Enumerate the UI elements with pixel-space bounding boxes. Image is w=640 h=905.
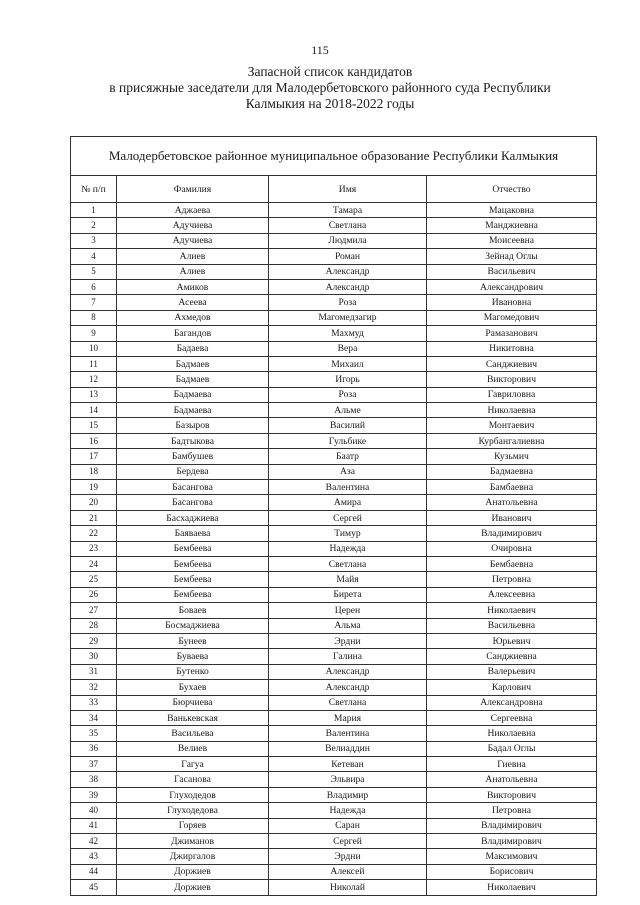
row-number: 28 bbox=[71, 618, 117, 633]
table-row bbox=[71, 664, 597, 679]
header-surname: Фамилия bbox=[117, 176, 269, 203]
surname-cell: Доржиев bbox=[117, 880, 269, 895]
name-cell: Надежда bbox=[269, 803, 427, 818]
table-row bbox=[71, 372, 597, 387]
name-cell: Александр bbox=[269, 680, 427, 695]
table-row bbox=[71, 726, 597, 741]
table-row bbox=[71, 864, 597, 879]
surname-cell: Джиманов bbox=[117, 834, 269, 849]
table-row bbox=[71, 803, 597, 818]
table-row bbox=[71, 403, 597, 418]
header-patronymic: Отчество bbox=[427, 176, 597, 203]
patronymic-cell: Никитовна bbox=[427, 341, 597, 356]
name-cell: Мария bbox=[269, 710, 427, 725]
name-cell: Светлана bbox=[269, 218, 427, 233]
surname-cell: Бембеева bbox=[117, 556, 269, 571]
name-cell: Галина bbox=[269, 649, 427, 664]
patronymic-cell: Николаевич bbox=[427, 880, 597, 895]
row-number: 33 bbox=[71, 695, 117, 710]
row-number: 30 bbox=[71, 649, 117, 664]
name-cell: Светлана bbox=[269, 556, 427, 571]
name-cell: Роман bbox=[269, 249, 427, 264]
row-number: 19 bbox=[71, 480, 117, 495]
row-number: 13 bbox=[71, 387, 117, 402]
surname-cell: Бадмаев bbox=[117, 372, 269, 387]
patronymic-cell: Манджиевна bbox=[427, 218, 597, 233]
patronymic-cell: Владимирович bbox=[427, 834, 597, 849]
table-row bbox=[71, 433, 597, 448]
table-row bbox=[71, 572, 597, 587]
row-number: 40 bbox=[71, 803, 117, 818]
patronymic-cell: Гиевна bbox=[427, 757, 597, 772]
name-cell: Велиаддин bbox=[269, 741, 427, 756]
surname-cell: Бадтыкова bbox=[117, 433, 269, 448]
name-cell: Александр bbox=[269, 664, 427, 679]
candidates-table-wrap bbox=[70, 136, 596, 896]
row-number: 7 bbox=[71, 295, 117, 310]
surname-cell: Глуходедов bbox=[117, 787, 269, 802]
table-row bbox=[71, 587, 597, 602]
name-cell: Эрдни bbox=[269, 849, 427, 864]
table-row bbox=[71, 849, 597, 864]
row-number: 18 bbox=[71, 464, 117, 479]
name-cell: Сергей bbox=[269, 834, 427, 849]
surname-cell: Васильева bbox=[117, 726, 269, 741]
patronymic-cell: Владимирович bbox=[427, 818, 597, 833]
page-number: 115 bbox=[311, 43, 329, 57]
name-cell: Михаил bbox=[269, 356, 427, 371]
surname-cell: Адучиева bbox=[117, 218, 269, 233]
patronymic-cell: Моисеевна bbox=[427, 233, 597, 248]
surname-cell: Алиев bbox=[117, 249, 269, 264]
surname-cell: Багандов bbox=[117, 326, 269, 341]
row-number: 11 bbox=[71, 356, 117, 371]
table-row bbox=[71, 310, 597, 325]
table-row bbox=[71, 633, 597, 648]
patronymic-cell: Сергеевна bbox=[427, 710, 597, 725]
surname-cell: Баяваева bbox=[117, 526, 269, 541]
name-cell: Валентина bbox=[269, 726, 427, 741]
table-row bbox=[71, 203, 597, 218]
surname-cell: Бердева bbox=[117, 464, 269, 479]
row-number: 12 bbox=[71, 372, 117, 387]
surname-cell: Глуходедова bbox=[117, 803, 269, 818]
surname-cell: Бутенко bbox=[117, 664, 269, 679]
patronymic-cell: Анатольевна bbox=[427, 772, 597, 787]
patronymic-cell: Николаевна bbox=[427, 403, 597, 418]
name-cell: Магомедзагир bbox=[269, 310, 427, 325]
surname-cell: Бембеева bbox=[117, 587, 269, 602]
table-row bbox=[71, 787, 597, 802]
table-row bbox=[71, 510, 597, 525]
name-cell: Амира bbox=[269, 495, 427, 510]
row-number: 32 bbox=[71, 680, 117, 695]
patronymic-cell: Магомедович bbox=[427, 310, 597, 325]
table-row bbox=[71, 880, 597, 895]
table-row bbox=[71, 418, 597, 433]
row-number: 31 bbox=[71, 664, 117, 679]
patronymic-cell: Петровна bbox=[427, 572, 597, 587]
table-row bbox=[71, 680, 597, 695]
surname-cell: Асеева bbox=[117, 295, 269, 310]
patronymic-cell: Викторович bbox=[427, 372, 597, 387]
surname-cell: Басангова bbox=[117, 480, 269, 495]
patronymic-cell: Анатольевна bbox=[427, 495, 597, 510]
name-cell: Саран bbox=[269, 818, 427, 833]
name-cell: Тамара bbox=[269, 203, 427, 218]
patronymic-cell: Бадал Оглы bbox=[427, 741, 597, 756]
row-number: 36 bbox=[71, 741, 117, 756]
table-row bbox=[71, 618, 597, 633]
row-number: 29 bbox=[71, 633, 117, 648]
patronymic-cell: Бадмаевна bbox=[427, 464, 597, 479]
title-line-2: в присяжные заседатели для Малодербетовского районного суда Республики bbox=[109, 80, 551, 95]
surname-cell: Бамбушев bbox=[117, 449, 269, 464]
patronymic-cell: Борисович bbox=[427, 864, 597, 879]
row-number: 21 bbox=[71, 510, 117, 525]
surname-cell: Бадмаева bbox=[117, 387, 269, 402]
row-number: 20 bbox=[71, 495, 117, 510]
column-headers bbox=[71, 176, 597, 203]
surname-cell: Бембеева bbox=[117, 541, 269, 556]
row-number: 14 bbox=[71, 403, 117, 418]
row-number: 3 bbox=[71, 233, 117, 248]
name-cell: Светлана bbox=[269, 695, 427, 710]
patronymic-cell: Юрьевич bbox=[427, 633, 597, 648]
patronymic-cell: Монтаевич bbox=[427, 418, 597, 433]
table-row bbox=[71, 387, 597, 402]
row-number: 27 bbox=[71, 603, 117, 618]
surname-cell: Босмаджиева bbox=[117, 618, 269, 633]
surname-cell: Гагуа bbox=[117, 757, 269, 772]
table-row bbox=[71, 556, 597, 571]
patronymic-cell: Валерьевич bbox=[427, 664, 597, 679]
patronymic-cell: Николаевна bbox=[427, 726, 597, 741]
region-header: Малодербетовское районное муниципальное образование Республики Калмыкия bbox=[71, 137, 597, 176]
row-number: 16 bbox=[71, 433, 117, 448]
name-cell: Бирета bbox=[269, 587, 427, 602]
patronymic-cell: Санджиевна bbox=[427, 649, 597, 664]
surname-cell: Буваева bbox=[117, 649, 269, 664]
surname-cell: Алиев bbox=[117, 264, 269, 279]
patronymic-cell: Александровна bbox=[427, 695, 597, 710]
name-cell: Александр bbox=[269, 264, 427, 279]
patronymic-cell: Карлович bbox=[427, 680, 597, 695]
row-number: 24 bbox=[71, 556, 117, 571]
patronymic-cell: Васильевна bbox=[427, 618, 597, 633]
table-row bbox=[71, 710, 597, 725]
name-cell: Александр bbox=[269, 279, 427, 294]
patronymic-cell: Николаевич bbox=[427, 603, 597, 618]
surname-cell: Бадмаева bbox=[117, 403, 269, 418]
title-line-1: Запасной список кандидатов bbox=[247, 64, 413, 79]
table-row bbox=[71, 341, 597, 356]
row-number: 39 bbox=[71, 787, 117, 802]
name-cell: Церен bbox=[269, 603, 427, 618]
patronymic-cell: Очировна bbox=[427, 541, 597, 556]
table-row bbox=[71, 326, 597, 341]
table-row bbox=[71, 757, 597, 772]
surname-cell: Бембеева bbox=[117, 572, 269, 587]
patronymic-cell: Бембаевна bbox=[427, 556, 597, 571]
header-number: № п/п bbox=[71, 176, 117, 203]
name-cell: Роза bbox=[269, 387, 427, 402]
patronymic-cell: Мацаковна bbox=[427, 203, 597, 218]
patronymic-cell: Кузьмич bbox=[427, 449, 597, 464]
row-number: 6 bbox=[71, 279, 117, 294]
name-cell: Майя bbox=[269, 572, 427, 587]
table-row bbox=[71, 818, 597, 833]
table-row bbox=[71, 449, 597, 464]
row-number: 22 bbox=[71, 526, 117, 541]
table-row bbox=[71, 695, 597, 710]
patronymic-cell: Викторович bbox=[427, 787, 597, 802]
surname-cell: Бухаев bbox=[117, 680, 269, 695]
table-row bbox=[71, 649, 597, 664]
patronymic-cell: Алексеевна bbox=[427, 587, 597, 602]
table-row bbox=[71, 772, 597, 787]
patronymic-cell: Гавриловна bbox=[427, 387, 597, 402]
header-name: Имя bbox=[269, 176, 427, 203]
surname-cell: Амиков bbox=[117, 279, 269, 294]
name-cell: Альма bbox=[269, 618, 427, 633]
table-row bbox=[71, 741, 597, 756]
name-cell: Махмуд bbox=[269, 326, 427, 341]
patronymic-cell: Максимович bbox=[427, 849, 597, 864]
row-number: 35 bbox=[71, 726, 117, 741]
name-cell: Баатр bbox=[269, 449, 427, 464]
surname-cell: Ванькевская bbox=[117, 710, 269, 725]
surname-cell: Горяев bbox=[117, 818, 269, 833]
surname-cell: Басангова bbox=[117, 495, 269, 510]
table-row bbox=[71, 264, 597, 279]
name-cell: Сергей bbox=[269, 510, 427, 525]
table-row bbox=[71, 279, 597, 294]
name-cell: Людмила bbox=[269, 233, 427, 248]
name-cell: Эльвира bbox=[269, 772, 427, 787]
patronymic-cell: Иванович bbox=[427, 510, 597, 525]
row-number: 26 bbox=[71, 587, 117, 602]
row-number: 15 bbox=[71, 418, 117, 433]
row-number: 2 bbox=[71, 218, 117, 233]
surname-cell: Доржиев bbox=[117, 864, 269, 879]
table-row bbox=[71, 834, 597, 849]
surname-cell: Бадаева bbox=[117, 341, 269, 356]
name-cell: Гульбике bbox=[269, 433, 427, 448]
patronymic-cell: Васильевич bbox=[427, 264, 597, 279]
row-number: 41 bbox=[71, 818, 117, 833]
row-number: 42 bbox=[71, 834, 117, 849]
table-row bbox=[71, 603, 597, 618]
row-number: 10 bbox=[71, 341, 117, 356]
surname-cell: Гасанова bbox=[117, 772, 269, 787]
row-number: 34 bbox=[71, 710, 117, 725]
table-row bbox=[71, 233, 597, 248]
name-cell: Вера bbox=[269, 341, 427, 356]
candidates-table bbox=[70, 136, 597, 896]
row-number: 5 bbox=[71, 264, 117, 279]
patronymic-cell: Курбангалиевна bbox=[427, 433, 597, 448]
title-line-3: Калмыкия на 2018-2022 годы bbox=[245, 96, 415, 111]
name-cell: Альме bbox=[269, 403, 427, 418]
surname-cell: Джиргалов bbox=[117, 849, 269, 864]
name-cell: Роза bbox=[269, 295, 427, 310]
table-row bbox=[71, 480, 597, 495]
patronymic-cell: Ивановна bbox=[427, 295, 597, 310]
surname-cell: Ахмедов bbox=[117, 310, 269, 325]
name-cell: Тимур bbox=[269, 526, 427, 541]
patronymic-cell: Санджиевич bbox=[427, 356, 597, 371]
row-number: 1 bbox=[71, 203, 117, 218]
table-row bbox=[71, 495, 597, 510]
row-number: 8 bbox=[71, 310, 117, 325]
row-number: 25 bbox=[71, 572, 117, 587]
patronymic-cell: Александрович bbox=[427, 279, 597, 294]
name-cell: Кетеван bbox=[269, 757, 427, 772]
surname-cell: Бюрчиева bbox=[117, 695, 269, 710]
surname-cell: Велиев bbox=[117, 741, 269, 756]
patronymic-cell: Бамбаевна bbox=[427, 480, 597, 495]
patronymic-cell: Владимирович bbox=[427, 526, 597, 541]
row-number: 37 bbox=[71, 757, 117, 772]
name-cell: Валентина bbox=[269, 480, 427, 495]
name-cell: Алексей bbox=[269, 864, 427, 879]
document-title bbox=[60, 64, 600, 112]
row-number: 38 bbox=[71, 772, 117, 787]
patronymic-cell: Зейнад Оглы bbox=[427, 249, 597, 264]
row-number: 43 bbox=[71, 849, 117, 864]
row-number: 23 bbox=[71, 541, 117, 556]
patronymic-cell: Петровна bbox=[427, 803, 597, 818]
surname-cell: Адучиева bbox=[117, 233, 269, 248]
name-cell: Николай bbox=[269, 880, 427, 895]
patronymic-cell: Рамазанович bbox=[427, 326, 597, 341]
row-number: 45 bbox=[71, 880, 117, 895]
surname-cell: Базыров bbox=[117, 418, 269, 433]
surname-cell: Бунеев bbox=[117, 633, 269, 648]
table-row bbox=[71, 541, 597, 556]
name-cell: Надежда bbox=[269, 541, 427, 556]
row-number: 9 bbox=[71, 326, 117, 341]
name-cell: Владимир bbox=[269, 787, 427, 802]
surname-cell: Басхаджиева bbox=[117, 510, 269, 525]
name-cell: Эрдни bbox=[269, 633, 427, 648]
table-row bbox=[71, 526, 597, 541]
name-cell: Аза bbox=[269, 464, 427, 479]
row-number: 17 bbox=[71, 449, 117, 464]
row-number: 44 bbox=[71, 864, 117, 879]
table-row bbox=[71, 218, 597, 233]
table-row bbox=[71, 356, 597, 371]
row-number: 4 bbox=[71, 249, 117, 264]
table-body bbox=[71, 203, 597, 896]
name-cell: Василий bbox=[269, 418, 427, 433]
table-row bbox=[71, 249, 597, 264]
name-cell: Игорь bbox=[269, 372, 427, 387]
surname-cell: Аджаева bbox=[117, 203, 269, 218]
table-row bbox=[71, 464, 597, 479]
surname-cell: Боваев bbox=[117, 603, 269, 618]
table-row bbox=[71, 295, 597, 310]
surname-cell: Бадмаев bbox=[117, 356, 269, 371]
